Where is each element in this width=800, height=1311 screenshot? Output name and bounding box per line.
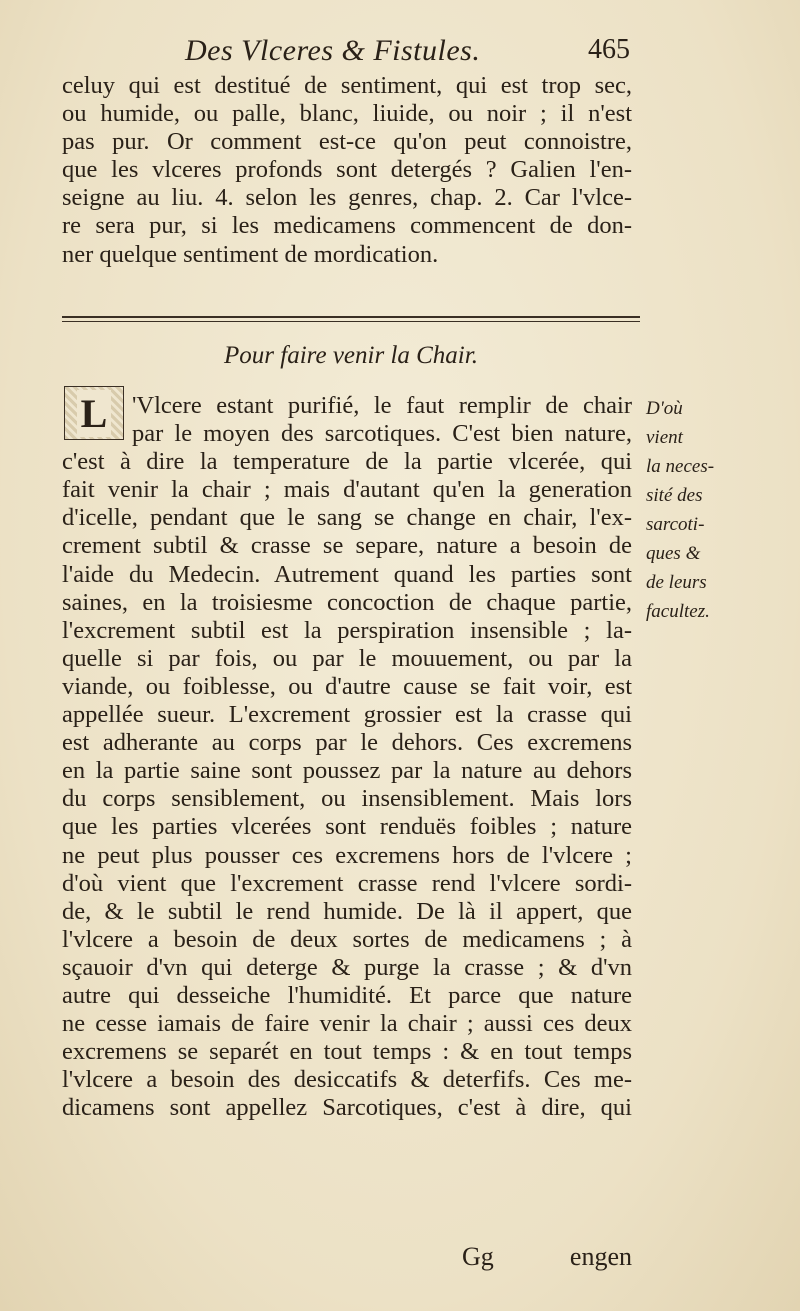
text-line: dicamens sont appellez Sarcotiques, c'est à dire, qui: [62, 1094, 632, 1122]
margin-note-line: sarcoti-: [646, 514, 705, 535]
text-line: quelle si par fois, ou par le mouuement, ou par la: [62, 644, 632, 672]
text-line: ner quelque sentiment de mordication.: [62, 240, 439, 268]
text-line: autre qui desseiche l'humidité. Et parce que nature: [62, 981, 632, 1009]
text-line: ne peut plus pousser ces excremens hors de l'vlcere ;: [62, 841, 632, 869]
margin-note-line: la neces-: [646, 456, 715, 477]
text-line: du corps sensiblement, ou insensiblement. Mais lors: [62, 785, 632, 813]
text-line: que les parties vlcerées sont renduës foibles ; nature: [62, 813, 632, 841]
text-line: appellée sueur. L'excrement grossier est la crasse qui: [62, 701, 632, 729]
page-footer: [62, 1242, 632, 1272]
margin-note-line: ques &: [646, 543, 701, 564]
text-line: pas pur. Or comment est-ce qu'on peut connoistre,: [62, 128, 632, 156]
text-line: sçauoir d'vn qui deterge & purge la crasse ; & d'vn: [62, 953, 632, 981]
text-line: par le moyen des sarcotiques. C'est bien nature,: [132, 420, 632, 448]
text-line: ou humide, ou palle, blanc, liuide, ou noir ; il n'est: [62, 100, 632, 128]
text-line: re sera pur, si les medicamens commencent de don-: [62, 212, 632, 240]
section-divider-thin: [62, 321, 640, 322]
text-line: fait venir la chair ; mais d'autant qu'en la generation: [62, 476, 632, 504]
text-line: que les vlceres profonds sont detergés ? Galien l'en-: [62, 156, 632, 184]
signature-mark: Gg: [462, 1242, 494, 1271]
text-line: 'Vlcere estant purifié, le faut remplir de chair: [132, 392, 632, 419]
text-line: d'où vient que l'excrement crasse rend l'vlcere sordi-: [62, 869, 632, 897]
margin-note: [646, 394, 791, 626]
body-paragraph: [62, 392, 632, 1122]
running-title: Des Vlceres & Fistules.: [185, 34, 481, 67]
drop-cap-initial: L: [64, 386, 124, 440]
top-paragraph: [62, 72, 632, 269]
margin-note-line: de leurs: [646, 572, 707, 593]
text-line: l'aide du Medecin. Autrement quand les parties sont: [62, 560, 632, 588]
text-line: l'vlcere a besoin des desiccatifs & deterfifs. Ces me-: [62, 1066, 632, 1094]
text-line: l'vlcere a besoin de deux sortes de medicamens ; à: [62, 925, 632, 953]
catchword: engen: [569, 1242, 632, 1271]
margin-note-line: facultez.: [646, 601, 710, 622]
margin-note-line: sité des: [646, 485, 703, 506]
page-number: 465: [588, 34, 630, 65]
margin-note-line: D'où: [646, 398, 683, 419]
text-line: celuy qui est destitué de sentiment, qui est trop sec,: [62, 72, 632, 99]
text-line: est adherante au corps par le dehors. Ces excremens: [62, 729, 632, 757]
text-line: c'est à dire la temperature de la partie vlcerée, qui: [62, 448, 632, 476]
text-line: l'excrement subtil est la perspiration insensible ; la-: [62, 616, 632, 644]
text-line: ne cesse iamais de faire venir la chair ; aussi ces deux: [62, 1010, 632, 1038]
section-heading: Pour faire venir la Chair.: [224, 342, 478, 369]
text-line: crement subtil & crasse se separe, nature a besoin de: [62, 532, 632, 560]
text-line: d'icelle, pendant que le sang se change en chair, l'ex-: [62, 504, 632, 532]
margin-note-line: vient: [646, 427, 683, 448]
text-line: en la partie saine sont poussez par la nature au dehors: [62, 757, 632, 785]
text-line: seigne au liu. 4. selon les genres, chap. 2. Car l'vlce-: [62, 184, 632, 212]
text-line: excremens se separét en tout temps : & en tout temps: [62, 1038, 632, 1066]
text-line: de, & le subtil le rend humide. De là il appert, que: [62, 897, 632, 925]
text-line: saines, en la troisiesme concoction de chaque partie,: [62, 588, 632, 616]
section-divider: [62, 316, 640, 318]
text-line: viande, ou foiblesse, ou d'autre cause se fait voir, est: [62, 672, 632, 700]
